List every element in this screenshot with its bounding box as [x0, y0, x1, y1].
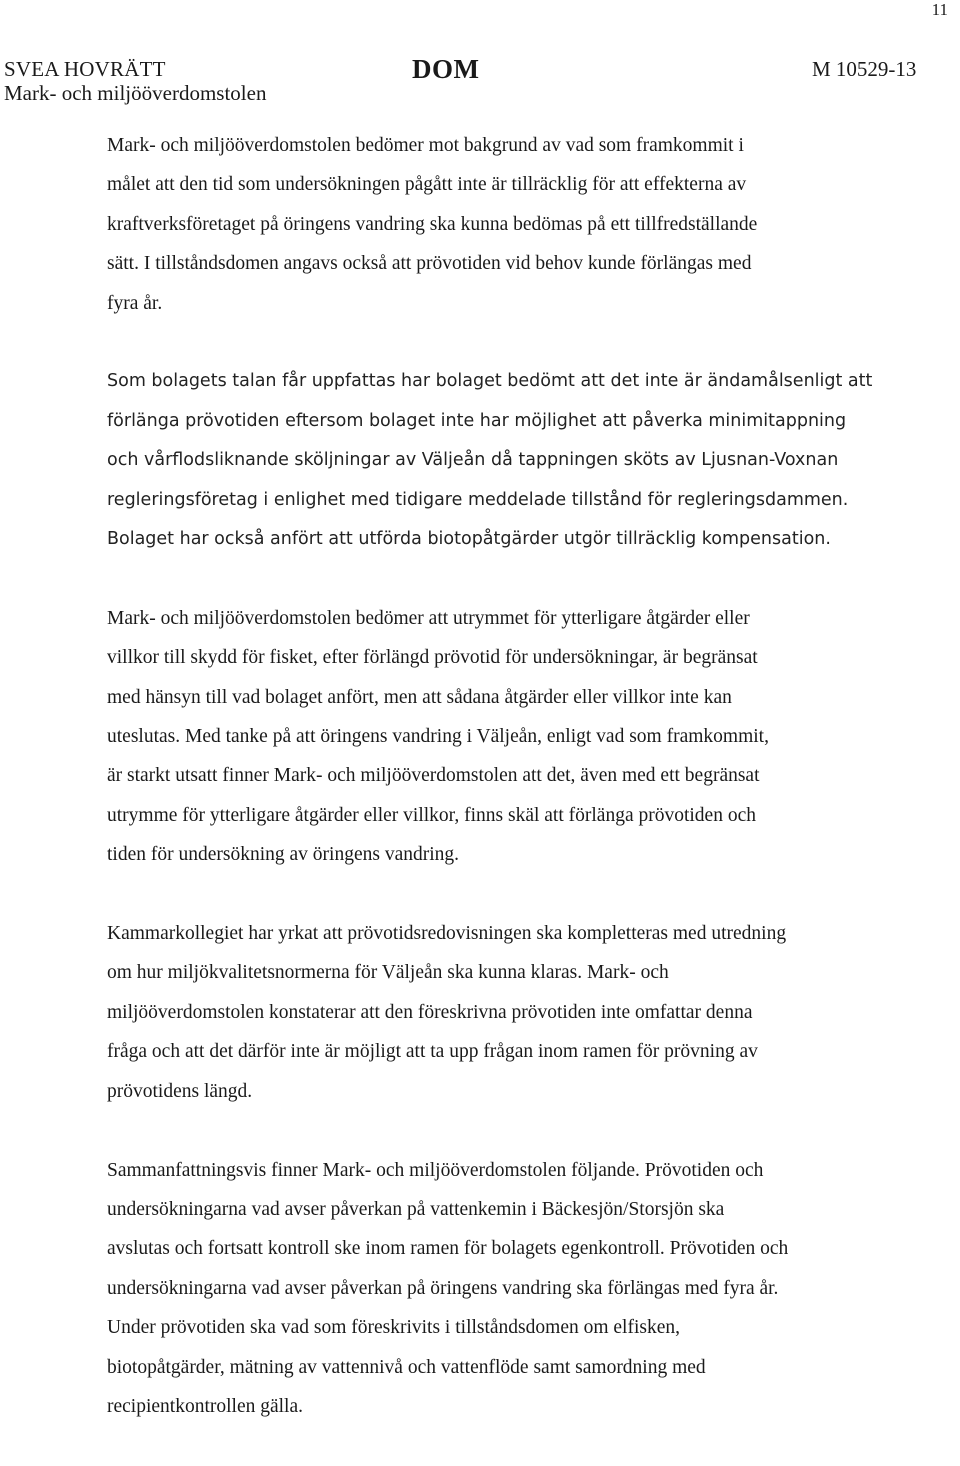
text-line: Under prövotiden ska vad som föreskrivits i tillståndsdomen om elfisken,: [107, 1317, 680, 1339]
paragraph-kammarkollegiet: [107, 914, 912, 1111]
text-line: Mark- och miljööverdomstolen bedömer att utrymmet för ytterligare åtgärder eller: [107, 607, 750, 629]
text-line: recipientkontrollen gälla.: [107, 1395, 304, 1417]
text-line: miljööverdomstolen konstaterar att den föreskrivna prövotiden inte omfattar denna: [107, 1001, 753, 1023]
text-line: kraftverksföretaget på öringens vandring ska kunna bedömas på ett tillfredställande: [107, 213, 758, 235]
text-line: tiden för undersökning av öringens vandring.: [107, 844, 460, 866]
document-type: DOM: [412, 54, 480, 84]
text-line: fråga och att det därför inte är möjligt att ta upp frågan inom ramen för prövning av: [107, 1041, 758, 1063]
paragraph-court-assessment: [107, 599, 912, 875]
text-line: fyra år.: [107, 292, 163, 314]
text-line: avslutas och fortsatt kontroll ske inom ramen för bolagets egenkontroll. Prövotiden och: [107, 1238, 789, 1260]
text-line: förlänga prövotiden eftersom bolaget inte har möjlighet att påverka minimitappning: [107, 410, 847, 431]
text-line: undersökningarna vad avser påverkan på vattenkemin i Bäckesjön/Storsjön ska: [107, 1198, 725, 1220]
text-line: Mark- och miljööverdomstolen bedömer mot bakgrund av vad som framkommit i: [107, 135, 744, 156]
text-line: Sammanfattningsvis finner Mark- och miljööverdomstolen följande. Prövotiden och: [107, 1159, 764, 1181]
text-line: sätt. I tillståndsdomen angavs också att prövotiden vid behov kunde förlängas med: [107, 253, 752, 275]
text-line: Kammarkollegiet har yrkat att prövotidsredovisningen ska kompletteras med utredning: [107, 923, 787, 945]
text-line: utrymme för ytterligare åtgärder eller villkor, finns skäl att förlänga prövotiden och: [107, 804, 756, 826]
paragraph-summary: [107, 1151, 912, 1427]
text-line: Bolaget har också anfört att utförda biotopåtgärder utgör tillräcklig kompensation.: [107, 529, 831, 550]
text-line: målet att den tid som undersökningen pågått inte är tillräcklig för att effekterna av: [107, 174, 747, 196]
text-line: regleringsföretag i enlighet med tidigare meddelade tillstånd för regleringsdammen.: [107, 489, 849, 510]
court-name: SVEA HOVRÄTT: [4, 57, 166, 81]
text-line: uteslutas. Med tanke på att öringens vandring i Väljeån, enligt vad som framkommit,: [107, 726, 769, 748]
case-number: M 10529-13: [812, 57, 917, 81]
paragraph-assessment-period: [107, 126, 912, 323]
text-line: om hur miljökvalitetsnormerna för Väljeån ska kunna klaras. Mark- och: [107, 962, 669, 984]
text-line: prövotidens längd.: [107, 1080, 253, 1102]
page-number: 11: [931, 0, 948, 19]
text-line: är starkt utsatt finner Mark- och miljööverdomstolen att det, även med ett begränsat: [107, 765, 760, 787]
text-line: Som bolagets talan får uppfattas har bolaget bedömt att det inte är ändamålsenligt att: [107, 371, 873, 392]
text-line: undersökningarna vad avser påverkan på öringens vandring ska förlängas med fyra år.: [107, 1277, 779, 1299]
document-body: [107, 126, 912, 1466]
text-line: och vårflodsliknande sköljningar av Väljeån då tappningen sköts av Ljusnan-Voxnan: [107, 450, 839, 471]
court-division: Mark- och miljööverdomstolen: [4, 81, 267, 105]
text-line: med hänsyn till vad bolaget anfört, men att sådana åtgärder eller villkor inte kan: [107, 686, 732, 708]
paragraph-company-position: [107, 362, 912, 559]
text-line: villkor till skydd för fisket, efter förlängd prövotid för undersökningar, är begränsat: [107, 647, 758, 669]
text-line: biotopåtgärder, mätning av vattennivå och vattenflöde samt samordning med: [107, 1356, 706, 1378]
